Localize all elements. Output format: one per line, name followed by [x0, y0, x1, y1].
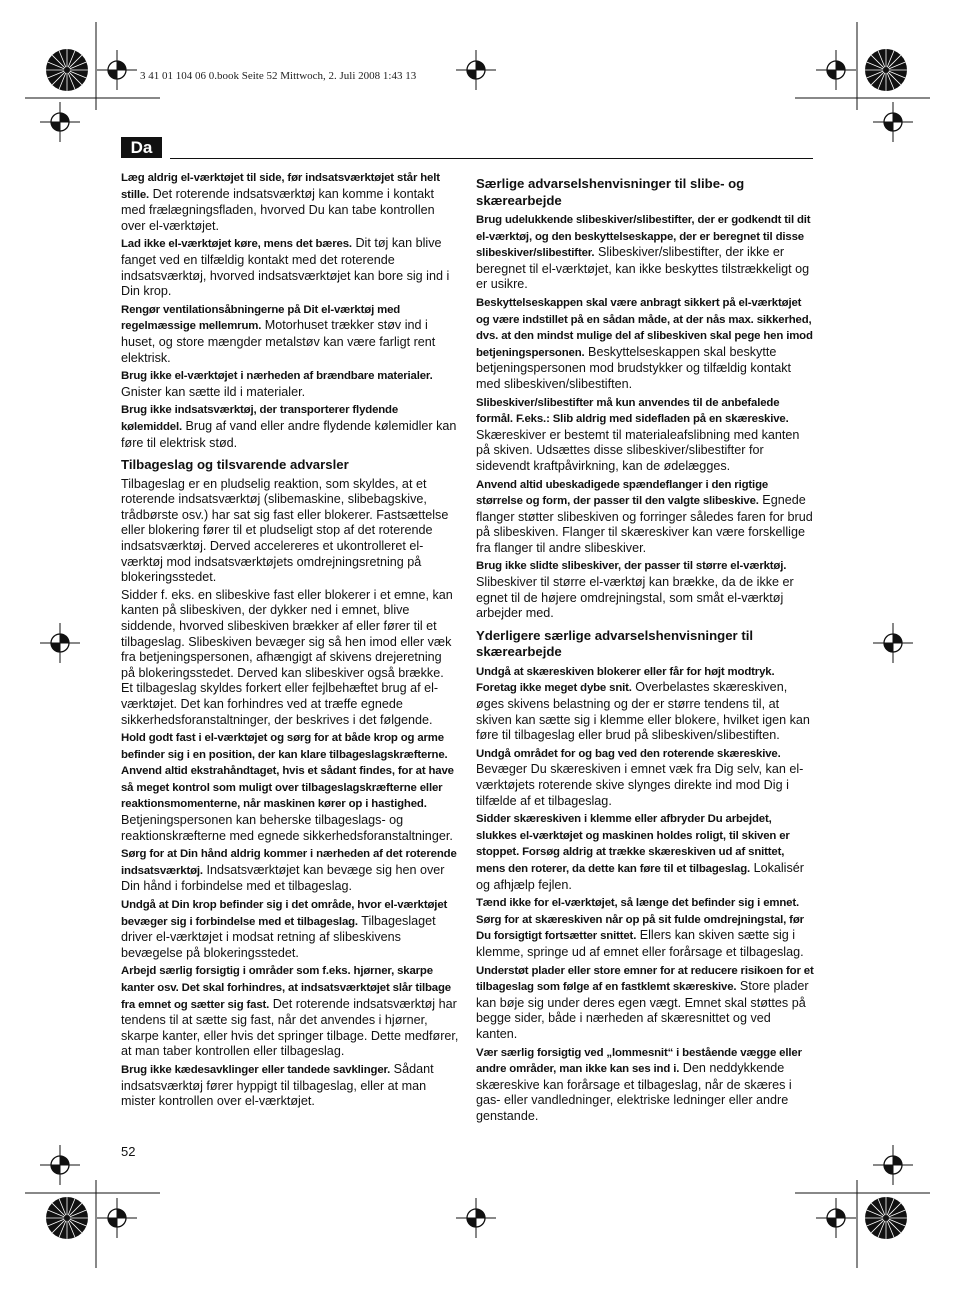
- paragraph-body: Tilbageslaget driver el-værktøjet i modsat retning af slibeskivens bevægelse på blokeringsstedet.: [121, 913, 436, 960]
- paragraph: [121, 897, 459, 961]
- paragraph-lead-bold: Understøt plader eller store emner for at reducere risikoen for et tilbageslag som følge af en fastklemt skæreskive.: [476, 964, 814, 994]
- page-number: 52: [121, 1144, 136, 1159]
- paragraph-lead-bold: Brug udelukkende slibeskiver/slibestifter, der er godkendt til dit el-værktøj, og den beskyttelseskappe, der er beregnet til disse slibeskiver/slibestifter.: [476, 214, 811, 260]
- paragraph-body: Det roterende indsatsværktøj kan komme i kontakt med frælægningsfladen, hvorved Du kan tabe kontrollen over el-værktøjet.: [121, 186, 435, 233]
- paragraph-body: Slibeskiver til større el-værktøj kan brække, da de ikke er egnet til de højere omdrejningstal, som småt el-værktøj arbejder med.: [476, 575, 794, 621]
- section-heading: Tilbageslag og tilsvarende advarsler: [121, 457, 349, 473]
- paragraph-body: Lokalisér og afhjælp fejlen.: [476, 860, 804, 892]
- paragraph-body: Brug af vand eller andre flydende kølemidler kan føre til elektrisk stød.: [121, 418, 457, 450]
- paragraph-body: Beskyttelseskappen skal beskytte betjeningspersonen mod brudstykker og tilfældig kontakt med slibeskiven/slibestiften.: [476, 344, 792, 391]
- paragraph: [121, 402, 459, 451]
- paragraph-lead-bold: Arbejd særlig forsigtig i områder som f.eks. hjørner, skarpe kanter osv. Det skal forhindres, at indsatsværktøjet slår tilbage fra emnet og sætter sig fast.: [121, 965, 451, 1011]
- paragraph: [121, 1062, 459, 1110]
- paragraph-lead-bold: Brug ikke kædesavklinger eller tandede savklinger.: [121, 1063, 391, 1076]
- left-column: [121, 170, 459, 1112]
- paragraph-lead-bold: Tænd ikke for el-værktøjet, så længe det befinder sig i emnet. Sørg for at skæreskiven når op på sit fulde omdrejningstal, før Du forsigtigt fortsætter snittet.: [476, 897, 804, 943]
- right-column: [476, 170, 814, 1126]
- top-rule: [170, 158, 813, 159]
- language-badge: Da: [121, 137, 162, 158]
- paragraph-lead-bold: Brug ikke el-værktøjet i nærheden af brændbare materialer.: [121, 370, 433, 383]
- print-header-line: 3 41 01 104 06 0.book Seite 52 Mittwoch, 2. Juli 2008 1:43 13: [140, 70, 417, 82]
- paragraph-lead-bold: Rengør ventilationsåbningerne på Dit el-værktøj med regelmæssige mellemrum.: [121, 303, 401, 333]
- paragraph-lead-bold: Læg aldrig el-værktøjet til side, før indsatsværktøjet står helt stille.: [121, 172, 440, 201]
- paragraph-lead-bold: Lad ikke el-værktøjet køre, mens det bæres.: [121, 238, 352, 251]
- paragraph-body: Skæreskiver er bestemt til materialeafslibning med kanten på skiven. Udsættes disse slibeskiver/slibestifter for sidevendt kraftpåvirkning, kan de ødelægges.: [476, 427, 800, 473]
- paragraph-body: Sidder f. eks. en slibeskive fast eller blokerer i et emne, kan kanten på slibeskiven, der dykker ned i emnet, blive siddende, hvorved slibeskiven brækker af eller fører til et tilbageslag. Slibeskiven bevæger sig så hen imod eller væk fra betjeningspersonen, afhængigt af skivens drejeretning på blokeringsstedet. Derved kan slibeskiver også brække. Et tilbageslag skyldes forkert eller fejlbehæftet brug af el-værktøjet. Det kan forhindres ved at træffe egnede sikkerhedsforanstaltninger, der beskrives i det følgende.: [121, 587, 453, 727]
- paragraph: [476, 295, 814, 393]
- paragraph: [121, 730, 459, 844]
- paragraph-body: Dit tøj kan blive fanget ved en tilfældig kontakt med det roterende indsatsværktøj, hvorved indsatsværktøjet kan bore sig ind i Din krop.: [121, 236, 450, 299]
- paragraph: [121, 846, 459, 895]
- paragraph: [476, 212, 814, 293]
- paragraph: [121, 302, 459, 366]
- paragraph: [476, 1045, 814, 1125]
- paragraph: [121, 368, 459, 400]
- paragraph: [121, 963, 459, 1060]
- paragraph-body: Indsatsværktøjet kan bevæge sig hen over Din hånd i forbindelse med et tilbageslag.: [121, 862, 445, 894]
- paragraph-body: Tilbageslag er en pludselig reaktion, som skyldes, at et roterende indsatsværktøj (slibemaskine, slibebagskive, trådbørste osv.) har sat sig fast eller blokerer. Fastsættelse eller blokering fører til et pludseligt stop af det roterende indsatsværktøj. Derved accelereres et ukontrolleret el-værktøj mod indsatsværktøjets omdrejningsretning på blokeringsstedet.: [121, 476, 449, 585]
- paragraph-lead-bold: Undgå at Din krop befinder sig i det område, hvor el-værktøjet bevæger sig i forbindelse med et tilbageslag.: [121, 899, 448, 928]
- paragraph-body: Store plader kan bøje sig under deres egen vægt. Emnet skal støttes på begge sider, både i nærheden af skæresnittet og ved kanten.: [476, 979, 809, 1041]
- paragraph-lead-bold: Undgå området for og bag ved den roterende skæreskive.: [476, 747, 781, 760]
- paragraph: [476, 558, 814, 621]
- paragraph-body: Slibeskiver/slibestifter, der ikke er beregnet til el-værktøjet, kan ikke beskyttes tilstrækkeligt og er usikre.: [476, 245, 810, 292]
- paragraph: [121, 588, 459, 728]
- paragraph: [476, 395, 814, 475]
- paragraph: [121, 477, 459, 586]
- paragraph: [476, 746, 814, 809]
- paragraph-body: Motorhuset trækker støv ind i huset, og store mængder metalstøv kan være farligt rent elektrisk.: [121, 318, 436, 365]
- paragraph: [121, 236, 459, 299]
- paragraph-body: Overbelastes skæreskiven, øges skivens belastning og der er større tendens til, at skiven kan sætte sig i klemme eller blokere, hvilket igen kan føre til tilbageslag eller brud på slibeskiven/slibestiften.: [476, 680, 810, 743]
- paragraph-body: Gnister kan sætte ild i materialer.: [121, 384, 306, 399]
- section-heading: Særlige advarselshenvisninger til slibe- og skærearbejde: [476, 176, 745, 208]
- paragraph-body: Sådant indsatsværktøj fører hyppigt til tilbageslag, eller at man mister kontrollen over el-værktøjet.: [121, 1061, 434, 1109]
- paragraph-body: Bevæger Du skæreskiven i emnet væk fra Dig selv, kan el-værktøjets roterende skive slynges direkte ind mod Dig i tilfælde af et tilbageslag.: [476, 762, 804, 808]
- section-heading: Yderligere særlige advarselshenvisninger til skærearbejde: [476, 627, 754, 660]
- paragraph-body: Egnede flanger støtter slibeskiven og forringer således faren for brud på slibeskiven. Flanger til skæreskiver kan være forskellige fra flanger til andre slibeskiver.: [476, 493, 813, 555]
- paragraph: [121, 170, 459, 234]
- paragraph: [476, 895, 814, 960]
- paragraph-body: Betjeningspersonen kan beherske tilbageslags- og reaktionskræfterne med egnede sikkerhedsforanstaltninger.: [121, 813, 453, 843]
- paragraph-lead-bold: Sørg for at Din hånd aldrig kommer i nærheden af det roterende indsatsværktøj.: [121, 848, 457, 877]
- paragraph-lead-bold: Brug ikke slidte slibeskiver, der passer til større el-værktøj.: [476, 560, 787, 573]
- paragraph-lead-bold: Hold godt fast i el-værktøjet og sørg for at både krop og arme befinder sig i en position, der kan klare tilbageslagskræfterne. Anvend altid ekstrahåndtaget, hvis et sådant findes, for at have så meget kontrol som muligt over tilbageslagskræfterne eller reaktionsmomenterne, når maskinen kører op i hastighed.: [121, 732, 454, 811]
- paragraph: [476, 477, 814, 557]
- paragraph-lead-bold: Anvend altid ubeskadigede spændeflanger i den rigtige størrelse og form, der passer til den valgte slibeskive.: [476, 478, 769, 508]
- paragraph-body: Den neddykkende skæreskive kan forårsage et tilbageslag, når de skæres i gas- eller vandledninger, elektriske ledninger eller andre genstande.: [476, 1061, 792, 1123]
- paragraph-lead-bold: Undgå at skæreskiven blokerer eller får for højt modtryk. Foretag ikke meget dybe snit.: [476, 665, 775, 695]
- paragraph-lead-bold: Beskyttelseskappen skal være anbragt sikkert på el-værktøjet og være indstillet på en sådan måde, at der nås max. sikkerhed, dvs. at den mindst mulige del af slibeskiven skal pege hen imod betjeningspersonen.: [476, 296, 813, 359]
- paragraph-lead-bold: Vær særlig forsigtig ved „lommesnit“ i bestående vægge eller andre områder, man ikke kan ses ind i.: [476, 1046, 802, 1076]
- paragraph-lead-bold: Sidder skæreskiven i klemme eller afbryder Du arbejdet, slukkes el-værktøjet og maskinen holdes roligt, til skiven er stoppet. Forsøg aldrig at trække skæreskiven ud af snittet, mens den roterer, da dette kan føre til et tilbageslag.: [476, 813, 790, 875]
- paragraph: [476, 664, 814, 744]
- paragraph-body: Det roterende indsatsværktøj har tendens til at sætte sig fast, når det anvendes i hjørner, skarpe kanter, eller hvis det springer tilbage. Dette medfører, at man taber kontrollen eller tilbageslag.: [121, 996, 459, 1059]
- paragraph-lead-bold: Brug ikke indsatsværktøj, der transporterer flydende kølemiddel.: [121, 404, 399, 433]
- paragraph-body: Ellers kan skiven sætte sig i klemme, springe ud af emnet eller forårsage et tilbageslag.: [476, 928, 804, 959]
- paragraph-lead-bold: Slibeskiver/slibestifter må kun anvendes til de anbefalede formål. F.eks.: Slib aldrig med sidefladen på en skæreskive.: [476, 396, 789, 426]
- paragraph: [476, 811, 814, 893]
- paragraph: [476, 963, 814, 1043]
